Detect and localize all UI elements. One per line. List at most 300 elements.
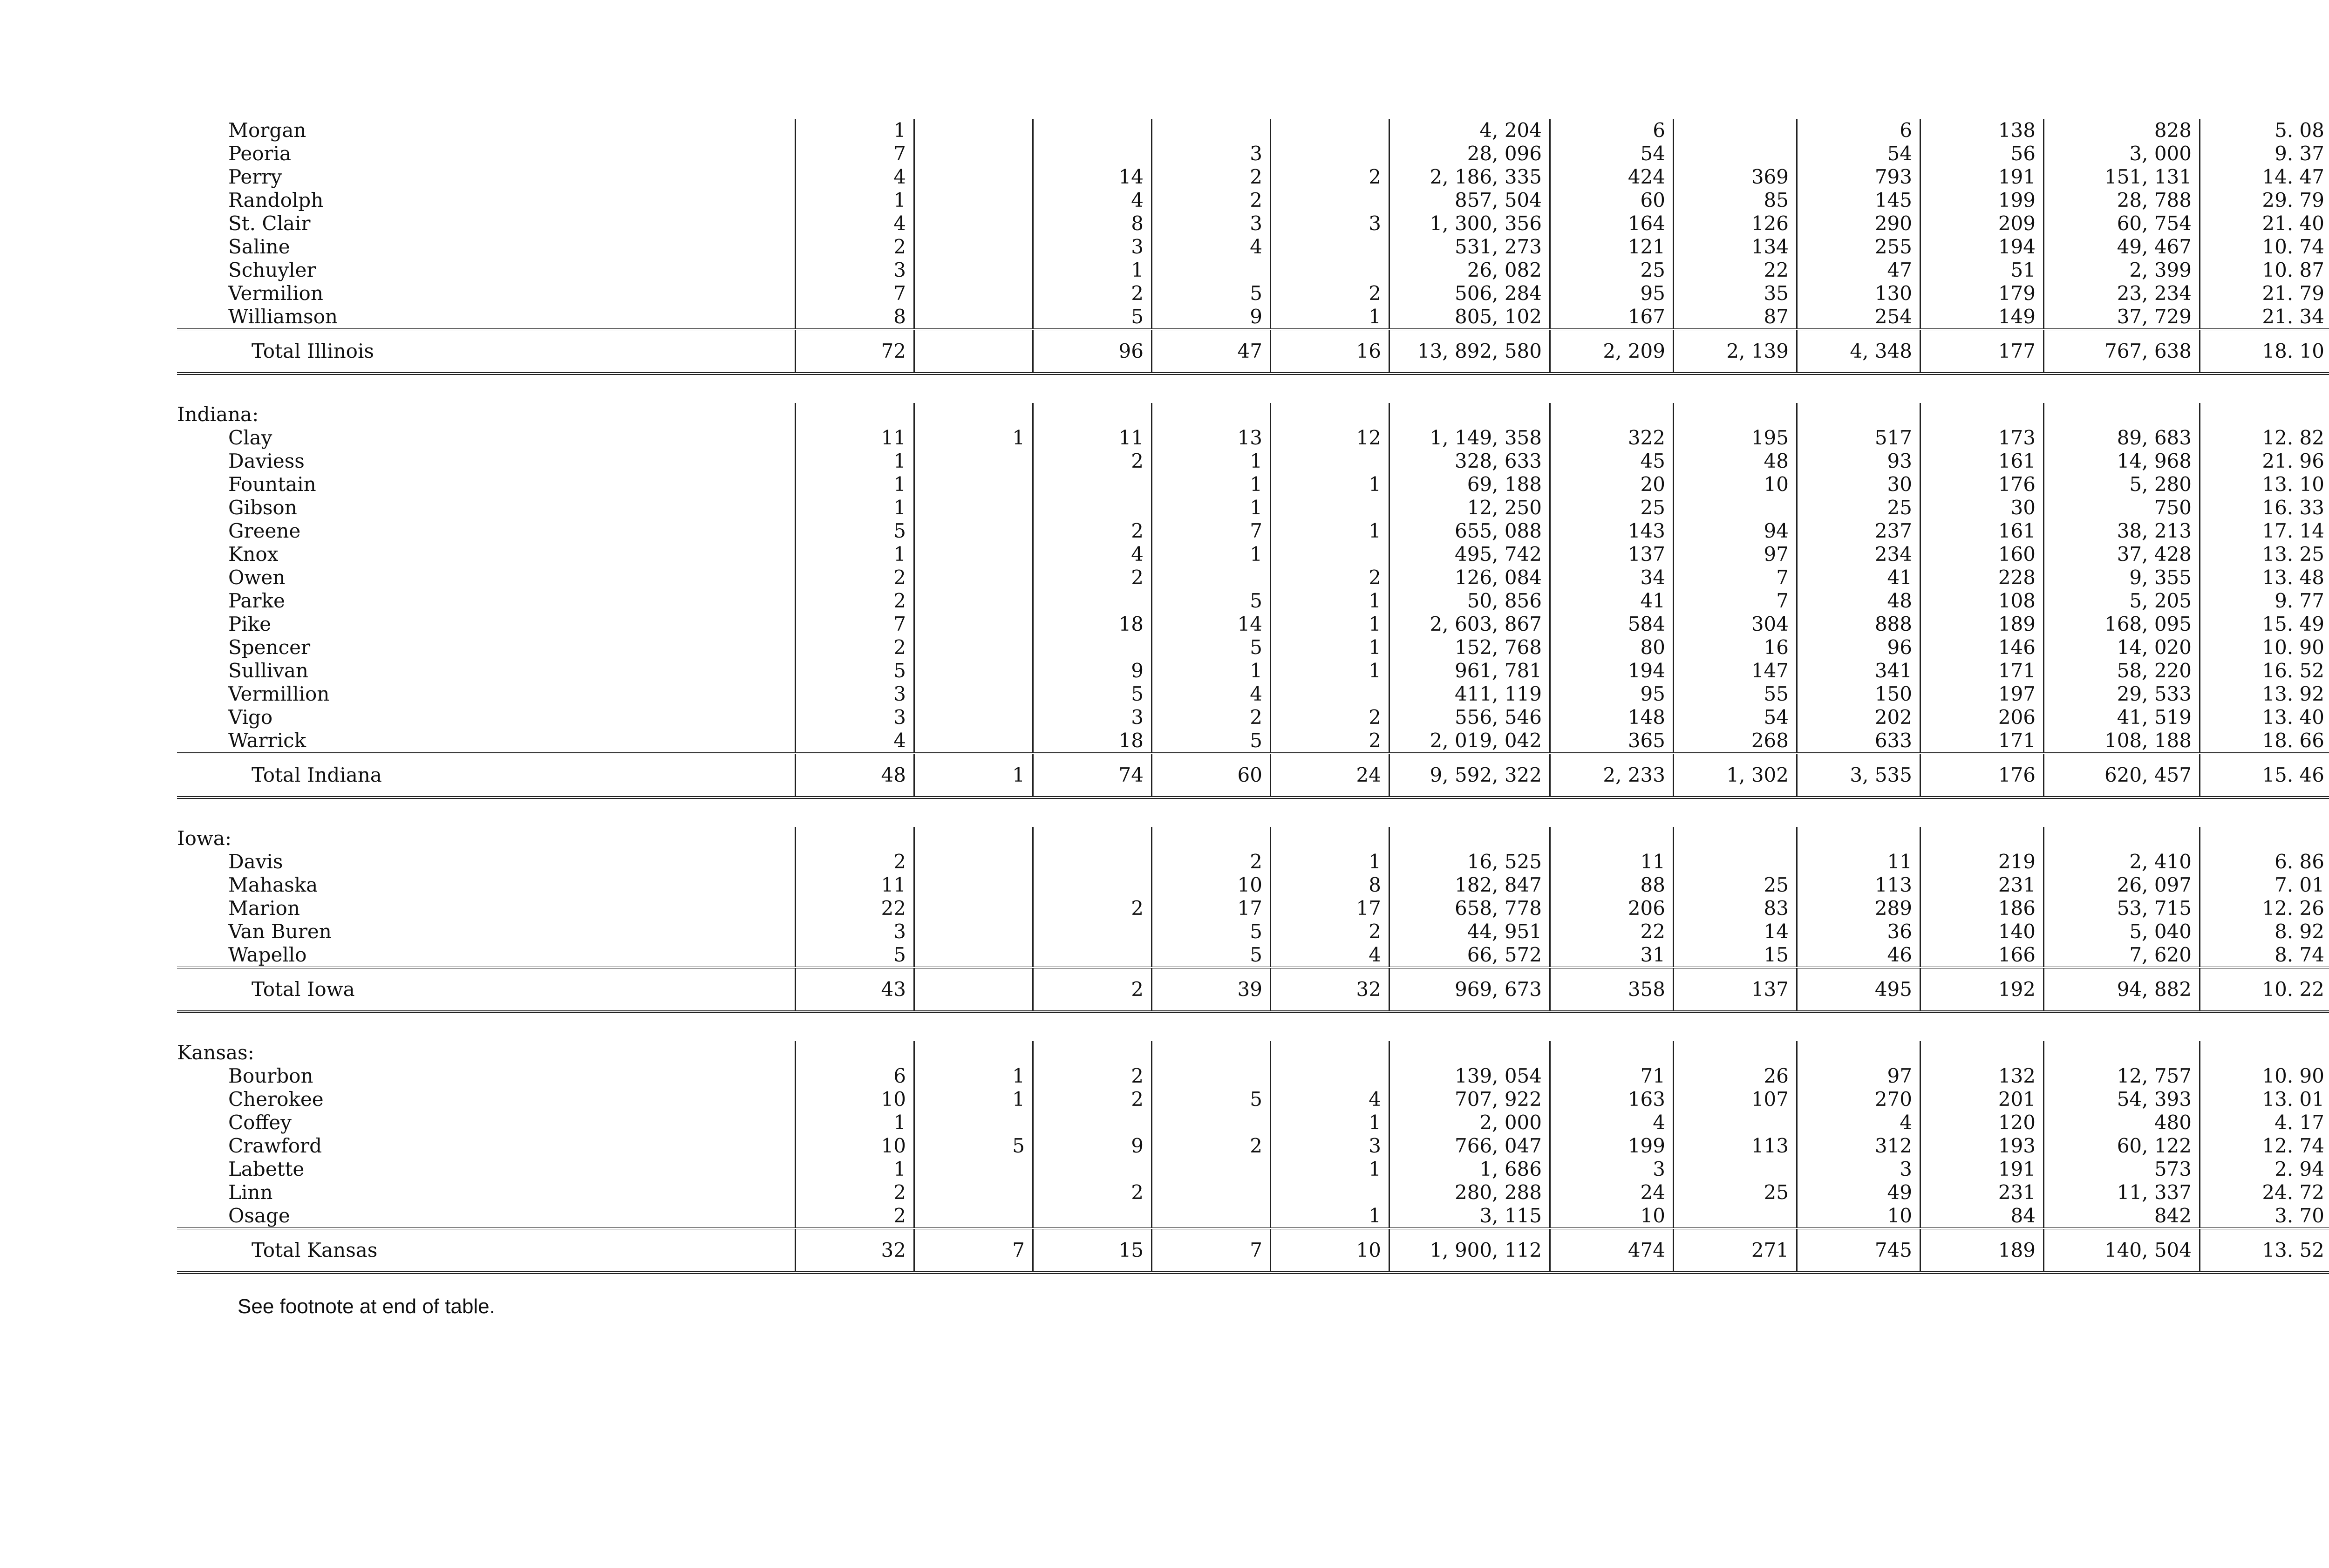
table-cell: 9, 592, 322 — [1389, 753, 1550, 798]
table-cell — [1389, 827, 1550, 850]
table-cell: 857, 504 — [1389, 189, 1550, 212]
table-cell: 182, 847 — [1389, 873, 1550, 897]
table-cell: 2, 399 — [2044, 259, 2200, 282]
table-cell — [914, 235, 1033, 259]
table-cell: 31 — [1550, 943, 1674, 968]
table-cell — [2200, 403, 2329, 426]
table-cell: 5 — [1152, 729, 1271, 753]
table-cell: 71 — [1550, 1064, 1674, 1088]
table-cell — [1674, 1041, 1797, 1064]
table-cell: 10 — [1674, 473, 1797, 496]
table-cell: 13. 10 — [2200, 473, 2329, 496]
table-row — [177, 682, 2329, 706]
table-cell — [1033, 943, 1152, 968]
table-cell: 24. 72 — [2200, 1181, 2329, 1204]
row-label: Wapello — [228, 943, 307, 966]
table-cell: 1 — [796, 473, 914, 496]
table-cell — [1152, 1111, 1271, 1134]
table-cell: 2 — [1152, 1134, 1271, 1158]
table-cell: 85 — [1674, 189, 1797, 212]
table-cell: 3, 535 — [1797, 753, 1920, 798]
row-label: Daviess — [228, 450, 305, 472]
table-cell — [1033, 636, 1152, 659]
table-cell: 2 — [796, 1181, 914, 1204]
table-cell: 13. 40 — [2200, 706, 2329, 729]
table-cell: 161 — [1920, 519, 2044, 543]
table-cell: 108 — [1920, 589, 2044, 613]
table-cell — [1674, 496, 1797, 519]
row-label: Total Illinois — [177, 329, 796, 374]
table-cell: 43 — [796, 968, 914, 1012]
table-cell: 152, 768 — [1389, 636, 1550, 659]
table-cell: 37, 729 — [2044, 305, 2200, 329]
table-cell: 4 — [796, 212, 914, 235]
table-cell — [1271, 189, 1389, 212]
row-label: Pike — [228, 613, 271, 635]
table-cell: 48 — [1674, 450, 1797, 473]
row-label: Greene — [228, 519, 301, 542]
table-cell: 270 — [1797, 1088, 1920, 1111]
table-cell: 54 — [1550, 142, 1674, 165]
table-cell: 5 — [1152, 920, 1271, 943]
table-row — [177, 1064, 2329, 1088]
table-cell: 2 — [1271, 729, 1389, 753]
table-cell: 16, 525 — [1389, 850, 1550, 873]
table-cell: 13, 892, 580 — [1389, 329, 1550, 374]
table-cell: 47 — [1797, 259, 1920, 282]
table-cell: 7 — [1674, 589, 1797, 613]
table-cell: 369 — [1674, 165, 1797, 189]
spacer-row — [177, 798, 2329, 827]
table-cell: 145 — [1797, 189, 1920, 212]
table-cell — [914, 1041, 1033, 1064]
table-cell: 12. 26 — [2200, 897, 2329, 920]
table-cell — [914, 613, 1033, 636]
table-cell: 18. 10 — [2200, 329, 2329, 374]
table-cell: 556, 546 — [1389, 706, 1550, 729]
table-cell: 48 — [796, 753, 914, 798]
table-cell: 5 — [1152, 282, 1271, 305]
table-cell: 1, 900, 112 — [1389, 1228, 1550, 1273]
table-cell: 3, 115 — [1389, 1204, 1550, 1228]
table-cell: 365 — [1550, 729, 1674, 753]
table-cell — [914, 1158, 1033, 1181]
table-row — [177, 1088, 2329, 1111]
table-cell: 584 — [1550, 613, 1674, 636]
table-cell: 140, 504 — [2044, 1228, 2200, 1273]
row-label: Davis — [228, 850, 283, 873]
row-label: Randolph — [228, 189, 324, 211]
table-cell: 4 — [1033, 543, 1152, 566]
table-cell: 12. 82 — [2200, 426, 2329, 450]
table-cell — [914, 282, 1033, 305]
table-cell — [1152, 1181, 1271, 1204]
table-cell: 4 — [1033, 189, 1152, 212]
table-cell: 197 — [1920, 682, 2044, 706]
table-cell — [914, 873, 1033, 897]
table-cell — [1797, 827, 1920, 850]
table-cell: 573 — [2044, 1158, 2200, 1181]
row-label: Van Buren — [228, 920, 332, 943]
table-cell — [1271, 827, 1389, 850]
table-cell: 25 — [1550, 496, 1674, 519]
table-cell: 2, 139 — [1674, 329, 1797, 374]
table-cell: 94, 882 — [2044, 968, 2200, 1012]
table-cell: 25 — [1674, 873, 1797, 897]
table-cell: 32 — [1271, 968, 1389, 1012]
table-cell — [796, 403, 914, 426]
table-cell: 280, 288 — [1389, 1181, 1550, 1204]
table-cell: 7 — [1152, 519, 1271, 543]
table-row — [177, 1181, 2329, 1204]
table-cell: 1 — [1271, 636, 1389, 659]
table-cell: 328, 633 — [1389, 450, 1550, 473]
table-cell: 176 — [1920, 753, 2044, 798]
table-cell: 3 — [1271, 212, 1389, 235]
table-cell — [1797, 403, 1920, 426]
table-cell: 160 — [1920, 543, 2044, 566]
table-cell: 9. 77 — [2200, 589, 2329, 613]
table-cell: 767, 638 — [2044, 329, 2200, 374]
table-cell: 1 — [1271, 305, 1389, 329]
table-row — [177, 729, 2329, 753]
table-cell: 5 — [1033, 682, 1152, 706]
table-cell: 2. 94 — [2200, 1158, 2329, 1181]
table-cell — [1033, 873, 1152, 897]
table-cell: 50, 856 — [1389, 589, 1550, 613]
table-cell: 5 — [1152, 589, 1271, 613]
row-label: Schuyler — [228, 259, 316, 281]
table-cell: 5 — [914, 1134, 1033, 1158]
table-cell: 2 — [796, 1204, 914, 1228]
table-row — [177, 282, 2329, 305]
table-row — [177, 212, 2329, 235]
table-cell — [1271, 1181, 1389, 1204]
table-cell: 16 — [1271, 329, 1389, 374]
table-cell — [914, 827, 1033, 850]
table-cell: 1 — [1271, 1158, 1389, 1181]
table-cell — [914, 589, 1033, 613]
table-cell: 1 — [1271, 613, 1389, 636]
table-cell: 39 — [1152, 968, 1271, 1012]
table-cell: 88 — [1550, 873, 1674, 897]
table-cell — [914, 403, 1033, 426]
table-cell — [1271, 259, 1389, 282]
table-cell: 7 — [796, 142, 914, 165]
table-cell: 10. 90 — [2200, 636, 2329, 659]
table-cell: 21. 79 — [2200, 282, 2329, 305]
table-cell: 805, 102 — [1389, 305, 1550, 329]
table-cell: 4 — [1550, 1111, 1674, 1134]
table-cell: 1 — [796, 450, 914, 473]
table-cell: 113 — [1674, 1134, 1797, 1158]
table-cell: 2 — [1033, 897, 1152, 920]
table-cell — [914, 729, 1033, 753]
table-cell — [1033, 142, 1152, 165]
table-cell — [1271, 1041, 1389, 1064]
table-cell — [914, 897, 1033, 920]
table-row — [177, 1158, 2329, 1181]
table-cell — [2200, 827, 2329, 850]
table-cell: 7 — [796, 282, 914, 305]
table-row — [177, 897, 2329, 920]
table-cell: 5 — [1152, 1088, 1271, 1111]
table-cell: 1 — [1152, 473, 1271, 496]
row-label: Iowa: — [177, 827, 232, 850]
table-cell: 171 — [1920, 729, 2044, 753]
table-cell: 2 — [1033, 450, 1152, 473]
table-cell: 16 — [1674, 636, 1797, 659]
state-heading-row — [177, 1041, 2329, 1064]
table-row — [177, 566, 2329, 589]
state-heading-row — [177, 827, 2329, 850]
row-label: Peoria — [228, 142, 292, 165]
table-cell — [914, 305, 1033, 329]
table-cell: 495 — [1797, 968, 1920, 1012]
table-cell: 6. 86 — [2200, 850, 2329, 873]
table-cell — [914, 329, 1033, 374]
table-cell — [914, 636, 1033, 659]
table-cell: 97 — [1674, 543, 1797, 566]
table-cell — [1152, 259, 1271, 282]
table-cell — [914, 1111, 1033, 1134]
table-cell: 167 — [1550, 305, 1674, 329]
table-cell: 24 — [1271, 753, 1389, 798]
table-cell — [914, 566, 1033, 589]
table-cell: 55 — [1674, 682, 1797, 706]
table-cell — [914, 519, 1033, 543]
table-cell: 2 — [1033, 1088, 1152, 1111]
table-cell: 2 — [1271, 165, 1389, 189]
table-cell — [1550, 403, 1674, 426]
table-row — [177, 613, 2329, 636]
table-cell: 206 — [1920, 706, 2044, 729]
table-cell: 2, 603, 867 — [1389, 613, 1550, 636]
table-row — [177, 235, 2329, 259]
table-cell: 10 — [796, 1088, 914, 1111]
table-cell: 7. 01 — [2200, 873, 2329, 897]
row-label: Warrick — [228, 729, 306, 752]
table-cell: 1 — [914, 426, 1033, 450]
row-label: Morgan — [228, 119, 306, 142]
table-cell: 2 — [1271, 706, 1389, 729]
table-cell: 219 — [1920, 850, 2044, 873]
table-cell: 143 — [1550, 519, 1674, 543]
table-cell: 199 — [1920, 189, 2044, 212]
table-cell: 16. 33 — [2200, 496, 2329, 519]
table-cell: 130 — [1797, 282, 1920, 305]
table-cell: 199 — [1550, 1134, 1674, 1158]
table-cell: 45 — [1550, 450, 1674, 473]
table-cell: 14 — [1152, 613, 1271, 636]
row-label: Mahaska — [228, 873, 318, 896]
table-cell: 7 — [1674, 566, 1797, 589]
row-label: Coffey — [228, 1111, 292, 1134]
row-label: Saline — [228, 235, 290, 258]
table-cell: 194 — [1550, 659, 1674, 682]
table-cell: 166 — [1920, 943, 2044, 968]
row-label: Linn — [228, 1181, 273, 1204]
table-cell: 26, 082 — [1389, 259, 1550, 282]
table-cell: 25 — [1797, 496, 1920, 519]
table-cell: 5, 280 — [2044, 473, 2200, 496]
table-cell: 237 — [1797, 519, 1920, 543]
table-cell: 707, 922 — [1389, 1088, 1550, 1111]
table-cell — [914, 212, 1033, 235]
table-cell: 164 — [1550, 212, 1674, 235]
table-cell: 2, 019, 042 — [1389, 729, 1550, 753]
table-cell: 17 — [1152, 897, 1271, 920]
table-cell — [1033, 589, 1152, 613]
table-cell: 268 — [1674, 729, 1797, 753]
table-cell: 134 — [1674, 235, 1797, 259]
table-cell: 161 — [1920, 450, 2044, 473]
table-cell — [914, 473, 1033, 496]
table-cell: 1 — [1271, 659, 1389, 682]
table-cell: 3 — [1271, 1134, 1389, 1158]
table-cell: 113 — [1797, 873, 1920, 897]
table-cell: 793 — [1797, 165, 1920, 189]
table-cell — [914, 543, 1033, 566]
table-cell: 341 — [1797, 659, 1920, 682]
table-cell: 189 — [1920, 1228, 2044, 1273]
row-label: Total Indiana — [177, 753, 796, 798]
table-cell: 176 — [1920, 473, 2044, 496]
table-cell: 146 — [1920, 636, 2044, 659]
table-cell — [1033, 1041, 1152, 1064]
table-row — [177, 305, 2329, 329]
table-cell: 1 — [1152, 543, 1271, 566]
table-row — [177, 142, 2329, 165]
table-cell — [1033, 1158, 1152, 1181]
table-cell — [914, 943, 1033, 968]
table-cell: 271 — [1674, 1228, 1797, 1273]
table-cell: 126 — [1674, 212, 1797, 235]
table-cell: 828 — [2044, 119, 2200, 142]
table-cell: 1 — [1271, 850, 1389, 873]
table-cell — [1389, 403, 1550, 426]
table-cell: 1 — [796, 119, 914, 142]
table-cell — [1152, 566, 1271, 589]
table-cell: 54 — [1797, 142, 1920, 165]
table-cell: 177 — [1920, 329, 2044, 374]
table-cell — [914, 682, 1033, 706]
table-cell: 969, 673 — [1389, 968, 1550, 1012]
table-cell: 1, 302 — [1674, 753, 1797, 798]
table-cell: 2, 233 — [1550, 753, 1674, 798]
table-row — [177, 259, 2329, 282]
table-cell: 5 — [796, 519, 914, 543]
table-cell — [1674, 1204, 1797, 1228]
table-cell: 95 — [1550, 682, 1674, 706]
table-cell — [914, 1181, 1033, 1204]
table-row — [177, 589, 2329, 613]
table-cell: 1 — [1152, 450, 1271, 473]
table-cell: 28, 096 — [1389, 142, 1550, 165]
table-cell — [2044, 1041, 2200, 1064]
table-cell: 3 — [796, 706, 914, 729]
table-cell — [1271, 1064, 1389, 1088]
table-cell: 4 — [1797, 1111, 1920, 1134]
table-cell — [1271, 682, 1389, 706]
table-cell — [914, 1204, 1033, 1228]
table-cell: 10. 74 — [2200, 235, 2329, 259]
table-cell: 139, 054 — [1389, 1064, 1550, 1088]
table-cell: 93 — [1797, 450, 1920, 473]
table-cell — [914, 189, 1033, 212]
table-cell: 4 — [796, 165, 914, 189]
table-cell — [1033, 496, 1152, 519]
table-cell — [1920, 1041, 2044, 1064]
row-label: Osage — [228, 1204, 290, 1227]
table-cell: 41, 519 — [2044, 706, 2200, 729]
table-cell: 149 — [1920, 305, 2044, 329]
table-cell — [914, 968, 1033, 1012]
table-cell: 1, 300, 356 — [1389, 212, 1550, 235]
table-cell: 2 — [1033, 1064, 1152, 1088]
row-label: Total Iowa — [177, 968, 796, 1012]
table-cell: 80 — [1550, 636, 1674, 659]
table-cell: 5 — [796, 943, 914, 968]
table-cell: 83 — [1674, 897, 1797, 920]
table-cell: 13. 48 — [2200, 566, 2329, 589]
table-cell: 189 — [1920, 613, 2044, 636]
table-row — [177, 850, 2329, 873]
table-cell: 1 — [796, 189, 914, 212]
table-cell: 35 — [1674, 282, 1797, 305]
table-cell: 12. 74 — [2200, 1134, 2329, 1158]
table-cell — [1674, 827, 1797, 850]
table-row — [177, 119, 2329, 142]
table-cell: 5, 040 — [2044, 920, 2200, 943]
table-cell: 47 — [1152, 329, 1271, 374]
row-label: Vigo — [228, 706, 273, 729]
table-cell: 192 — [1920, 968, 2044, 1012]
footnote: See footnote at end of table. — [238, 1295, 495, 1318]
table-cell: 15. 49 — [2200, 613, 2329, 636]
table-cell — [914, 659, 1033, 682]
table-cell: 148 — [1550, 706, 1674, 729]
table-cell: 1 — [796, 496, 914, 519]
table-cell: 255 — [1797, 235, 1920, 259]
table-cell: 3 — [1152, 212, 1271, 235]
table-row — [177, 450, 2329, 473]
table-cell — [1550, 827, 1674, 850]
table-cell: 1 — [796, 543, 914, 566]
table-cell: 209 — [1920, 212, 2044, 235]
table-cell: 1 — [1271, 1111, 1389, 1134]
table-cell: 5 — [1033, 305, 1152, 329]
table-cell — [1033, 403, 1152, 426]
table-cell: 750 — [2044, 496, 2200, 519]
table-cell: 2 — [1152, 850, 1271, 873]
table-cell: 655, 088 — [1389, 519, 1550, 543]
total-row — [177, 1228, 2329, 1273]
table-cell: 2 — [1271, 566, 1389, 589]
table-cell: 28, 788 — [2044, 189, 2200, 212]
table-cell: 168, 095 — [2044, 613, 2200, 636]
table-cell: 137 — [1550, 543, 1674, 566]
table-cell: 24 — [1550, 1181, 1674, 1204]
table-cell: 29. 79 — [2200, 189, 2329, 212]
table-cell — [1152, 119, 1271, 142]
row-label: Total Kansas — [177, 1228, 796, 1273]
table-cell: 10 — [1797, 1204, 1920, 1228]
table-cell: 7 — [1152, 1228, 1271, 1273]
table-cell: 56 — [1920, 142, 2044, 165]
row-label: Bourbon — [228, 1064, 313, 1087]
table-cell: 411, 119 — [1389, 682, 1550, 706]
